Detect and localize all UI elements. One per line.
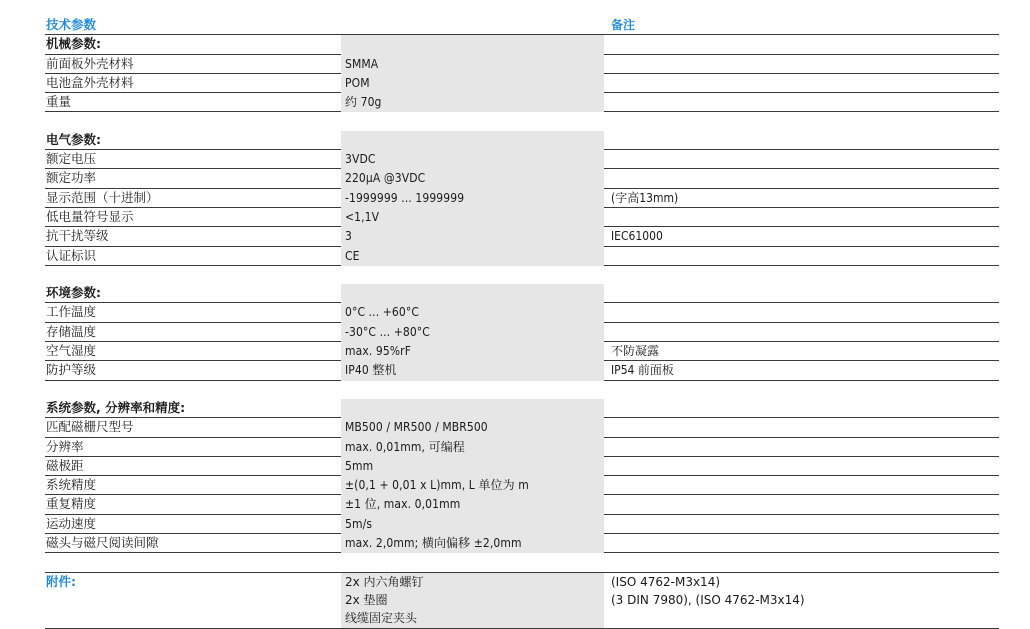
row-label: 重复精度: [46, 496, 97, 512]
row-value: CE: [345, 248, 360, 263]
table-row: [45, 457, 999, 476]
section-title: 机械参数:: [46, 36, 101, 52]
row-value: max. 95%rF: [345, 344, 412, 359]
row-value: 5m/s: [345, 516, 373, 531]
row-value: 220µA @3VDC: [345, 171, 426, 186]
row-label: 磁头与磁尺阅读间隙: [46, 535, 159, 551]
row-value: max. 0,01mm, 可编程: [345, 439, 465, 454]
table-row: [45, 476, 999, 495]
row-label: 额定功率: [46, 170, 97, 186]
value-column-shade: [341, 247, 604, 266]
table-row: [45, 303, 999, 322]
section-title: 环境参数:: [46, 285, 101, 301]
accessories-items: [345, 573, 424, 628]
row-note: 不防凝露: [611, 344, 660, 359]
spec-sheet: [45, 16, 999, 629]
section-spacer: [45, 112, 999, 130]
value-column-shade: [341, 457, 604, 476]
row-value: ±(0,1 + 0,01 x L)mm, L 单位为 m: [345, 478, 529, 493]
header-title: 技术参数: [46, 17, 97, 32]
value-column-shade: [341, 55, 604, 74]
row-value: SMMA: [345, 56, 379, 71]
row-note: (字高13mm): [611, 190, 679, 205]
row-label: 分辨率: [46, 438, 84, 454]
row-label: 电池盒外壳材料: [46, 74, 134, 90]
table-row: [45, 93, 999, 112]
accessories-title: 附件:: [46, 573, 76, 589]
table-row: [45, 227, 999, 246]
section-spacer: [45, 381, 999, 399]
row-value: 3VDC: [345, 152, 376, 167]
table-row: [45, 150, 999, 169]
accessory-note: (ISO 4762-M3x14): [611, 574, 721, 589]
section-title: 系统参数, 分辨率和精度:: [46, 399, 186, 415]
table-row: [45, 74, 999, 93]
value-column-shade: [341, 227, 604, 246]
value-column-shade: [341, 284, 604, 303]
value-column-shade: [341, 131, 604, 150]
value-column-shade: [341, 208, 604, 227]
row-label: 匹配磁栅尺型号: [46, 419, 134, 435]
row-value: -1999999 ... 1999999: [345, 190, 465, 205]
row-label: 抗干扰等级: [46, 228, 109, 244]
row-note: IP54 前面板: [611, 363, 674, 378]
row-label: 系统精度: [46, 477, 97, 493]
row-value: 3: [345, 229, 352, 244]
table-row: [45, 534, 999, 553]
row-label: 前面板外壳材料: [46, 55, 134, 71]
section-header-row: [45, 131, 999, 150]
row-value: -30°C ... +80°C: [345, 324, 430, 339]
row-label: 额定电压: [46, 151, 97, 167]
table-row: [45, 438, 999, 457]
value-column-shade: [341, 399, 604, 418]
value-column-shade: [341, 515, 604, 534]
row-label: 存储温度: [46, 323, 97, 339]
row-value: POM: [345, 75, 370, 90]
row-value: ±1 位, max. 0,01mm: [345, 497, 461, 512]
table-row: [45, 515, 999, 534]
table-row: [45, 418, 999, 437]
table-row: [45, 208, 999, 227]
section-spacer: [45, 553, 999, 571]
row-label: 磁极距: [46, 457, 84, 473]
accessories-notes: [611, 573, 805, 610]
row-label: 空气湿度: [46, 343, 97, 359]
section-header-row: [45, 35, 999, 54]
table-row: [45, 342, 999, 361]
table-row: [45, 247, 999, 266]
row-label: 认证标识: [46, 247, 97, 263]
value-column-shade: [341, 35, 604, 54]
table-row: [45, 55, 999, 74]
row-value: <1,1V: [345, 209, 380, 224]
row-value: 约 70g: [345, 95, 382, 110]
value-column-shade: [341, 74, 604, 93]
table-row: [45, 189, 999, 208]
accessory-item: 2x 内六角螺钉: [345, 574, 424, 589]
table-row: [45, 169, 999, 188]
row-value: max. 2,0mm; 横向偏移 ±2,0mm: [345, 536, 522, 551]
accessories-block: [45, 572, 999, 629]
row-label: 重量: [46, 94, 72, 110]
section-spacer: [45, 266, 999, 284]
row-value: 0°C ... +60°C: [345, 305, 419, 320]
row-label: 运动速度: [46, 515, 97, 531]
header-row: [45, 16, 999, 35]
spec-table: [45, 35, 999, 571]
row-label: 工作温度: [46, 304, 97, 320]
row-label: 低电量符号显示: [46, 208, 134, 224]
table-row: [45, 361, 999, 380]
table-row: [45, 495, 999, 514]
row-label: 显示范围（十进制）: [46, 189, 159, 205]
accessory-note: (3 DIN 7980), (ISO 4762-M3x14): [611, 592, 805, 607]
accessory-item: 线缆固定夹头: [345, 611, 418, 626]
value-column-shade: [341, 150, 604, 169]
row-value: IP40 整机: [345, 363, 397, 378]
header-remarks: 备注: [611, 18, 636, 32]
section-header-row: [45, 284, 999, 303]
section-title: 电气参数:: [46, 131, 101, 147]
section-header-row: [45, 399, 999, 418]
row-value: 5mm: [345, 458, 374, 473]
accessory-item: 2x 垫圈: [345, 592, 388, 607]
table-row: [45, 323, 999, 342]
row-value: MB500 / MR500 / MBR500: [345, 420, 488, 435]
row-note: IEC61000: [611, 229, 663, 244]
row-label: 防护等级: [46, 362, 97, 378]
